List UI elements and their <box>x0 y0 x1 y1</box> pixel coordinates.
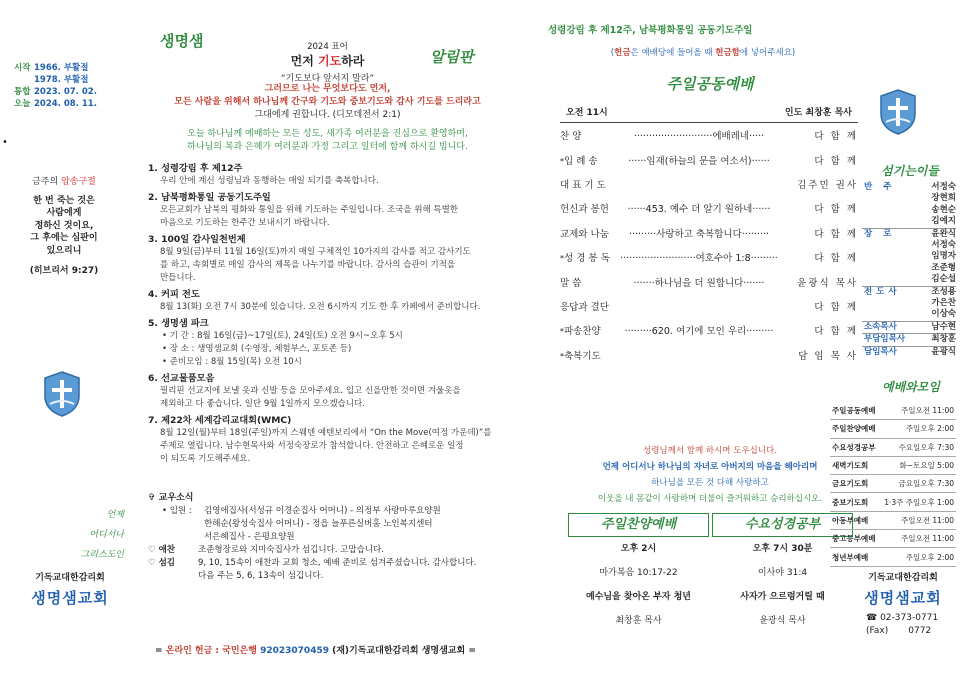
stand-mark: * <box>560 327 564 337</box>
verse-line: 사람에게 <box>46 208 82 218</box>
news-body: 우리 안에 계신 성령님과 동행하는 매일 되기를 축복합니다. <box>160 176 379 186</box>
server-role <box>862 263 912 274</box>
hospital-entry: 서은혜집사 - 은평요양원 <box>204 532 295 542</box>
news-heading: 2. 남북평화통일 공동기도주일 <box>148 192 271 203</box>
worship-part <box>560 275 618 289</box>
news-item <box>148 317 520 369</box>
motto-subtitle: “기도보다 앞서지 말라” <box>280 74 375 84</box>
news-item <box>148 288 520 314</box>
worship-row <box>560 269 858 293</box>
news-heading: 1. 성령강림 후 제12주 <box>148 163 243 174</box>
intro-line: 모든 사람을 위해서 하나님께 간구와 기도와 중보기도와 감사 기도를 드리라고 <box>174 97 481 107</box>
worship-part-label: 헌신과 봉헌 <box>560 204 609 216</box>
meeting-name: 금요기도회 <box>832 479 869 489</box>
server-name: 송현순 <box>931 204 956 215</box>
praise-scripture: 마가복음 10:17-22 <box>599 568 678 578</box>
worship-row <box>560 196 858 220</box>
server-row <box>862 263 956 274</box>
calligraphy <box>60 505 124 565</box>
news-body: 8월 12일(월)부터 18일(주일)까지 스웨덴 예텐보리에서 “On the Move(여정 가운데)”를 <box>160 428 492 438</box>
worship-part <box>560 250 618 264</box>
online-offering: = 온라인 헌금 : 국민은행 92023070459 (재)기독교대한감리회 생명샘교회 = <box>155 646 476 656</box>
worship-part-label: 교제와 나눔 <box>560 228 609 240</box>
server-role: 장 로 <box>864 228 896 239</box>
server-row <box>862 240 956 251</box>
news-body: 주제로 열립니다. 남수현목사와 서정숙장로가 참석합니다. 안전하고 은혜로운 일정 <box>160 441 464 451</box>
server-row <box>862 205 956 216</box>
history-date: 1978. 부활절 <box>34 75 89 85</box>
news-item <box>148 233 520 285</box>
hospital-entry: 한해순(왕성숙집사 어머니) - 정읍 늘푸른실버홈 노인복지센터 <box>204 519 433 529</box>
meetings-list <box>830 402 956 567</box>
history-row <box>14 86 114 98</box>
server-role: 담임목사 <box>864 346 897 357</box>
meetings-title: 예배와모임 <box>882 380 940 394</box>
wednesday-topic: 사자가 으르렁거릴 때 <box>740 592 825 602</box>
member-news-title: ✞ 교우소식 <box>148 493 194 503</box>
servers-list <box>862 182 956 358</box>
history-row <box>14 62 114 74</box>
worship-person: 다 함 께 <box>814 301 858 313</box>
motto-title: 먼저 기도하라 <box>290 54 365 68</box>
church-name: 생명샘교회 <box>864 589 942 607</box>
meeting-time: 주일오전 11:00 <box>901 534 954 544</box>
worship-title: 주일공동예배 <box>666 75 754 93</box>
benediction-line: 이웃을 내 몸같이 사랑하며 더불어 즐거워하고 승리하십시오. <box>597 494 823 504</box>
worship-part <box>560 153 618 167</box>
meeting-time: 금요일오후 7:30 <box>898 479 954 489</box>
benediction-line: 하나님을 모든 것 다해 사랑하고 <box>651 478 769 488</box>
meeting-time: 주일오후 2:00 <box>905 552 954 562</box>
servers-title: 섬기는이들 <box>881 164 939 178</box>
calligraphy-line: 그리스도인 <box>80 550 124 560</box>
member-news <box>148 492 520 583</box>
news-item <box>148 372 520 411</box>
worship-content: ·······하나님을 더 원합니다······· <box>633 277 765 289</box>
serve-line: 다음 주는 5, 6, 13속이 섬깁니다. <box>198 571 324 581</box>
bullet-mark: • <box>2 137 8 148</box>
worship-person: 담 임 목 사 <box>798 350 858 362</box>
benediction <box>560 443 860 507</box>
intro-line: 그대에게 권합니다. (디모데전서 2:1) <box>254 110 401 120</box>
account-number: 92023070459 <box>260 646 329 656</box>
hospital-list <box>204 505 441 544</box>
affiliation: 기독교대한감리회 <box>35 573 105 583</box>
meeting-row <box>830 457 956 475</box>
hospital-entry: 김영애집사(서성규 이경순집사 어머니) - 의정부 사랑마루요양원 <box>204 506 441 516</box>
meeting-row <box>830 402 956 420</box>
motto-year: 2024 표어 <box>307 42 348 52</box>
praise-topic: 예수님을 찾아온 부자 청년 <box>585 592 692 602</box>
fellowship-text: 조준형장로와 지미숙집사가 섬깁니다. 고맙습니다. <box>198 545 384 555</box>
server-role: 부담임목사 <box>864 334 906 345</box>
server-row <box>862 346 956 358</box>
news-heading: 3. 100일 감사일천번제 <box>148 234 246 245</box>
news-list <box>148 162 520 469</box>
server-name: 윤광식 <box>931 346 956 357</box>
server-row <box>862 216 956 227</box>
history-label: 시작 <box>14 63 31 73</box>
worship-part <box>560 177 618 191</box>
benediction-line: 성령님께서 함께 하시며 도우십니다. <box>643 446 777 456</box>
history-date: 2023. 07. 02. <box>34 87 97 97</box>
intro-line: 그러므로 나는 무엇보다도 먼저, <box>264 84 391 94</box>
server-name: 최창훈 <box>931 334 956 345</box>
fax-number: (Fax) 0772 <box>866 626 932 636</box>
server-name: 남수현 <box>931 321 956 332</box>
meeting-row <box>830 548 956 566</box>
news-body: 이 되도록 기도해주세요. <box>160 454 251 464</box>
meeting-row <box>830 512 956 530</box>
worship-part <box>560 226 618 240</box>
meeting-row <box>830 420 956 438</box>
wednesday-scripture: 이사야 31:4 <box>757 568 808 578</box>
worship-row <box>560 172 858 196</box>
church-name-right <box>850 570 956 608</box>
server-row <box>862 274 956 285</box>
worship-part-label: 말 씀 <box>560 277 582 289</box>
worship-content: ·········620. 여기에 모인 우리········· <box>624 326 774 338</box>
meeting-name: 주일공동예배 <box>832 406 876 416</box>
server-name: 이상숙 <box>931 309 956 320</box>
server-role <box>862 205 912 216</box>
server-role <box>862 240 912 251</box>
meeting-name: 새벽기도회 <box>832 461 869 471</box>
serve-label: ♡ 섬김 <box>148 558 176 568</box>
welcome-line: 오늘 하나님께 예배하는 모든 성도, 새가족 여러분을 진심으로 환영하며, <box>187 129 468 139</box>
meeting-time: 주일오후 2:00 <box>905 424 954 434</box>
news-heading: 5. 생명샘 파크 <box>148 318 209 329</box>
verse-text <box>16 195 112 258</box>
meeting-time: 주일오전 11:00 <box>901 406 954 416</box>
worship-part-label: 응답과 결단 <box>560 301 609 313</box>
meeting-time: 수요일오후 7:30 <box>898 442 954 452</box>
server-name: 장현희 <box>931 193 956 204</box>
worship-person: 다 함 께 <box>814 326 858 338</box>
worship-person: 윤광식 목사 <box>797 277 858 289</box>
worship-part-label: 찬 양 <box>560 131 582 143</box>
worship-content: ·························여호수아 1:8········· <box>620 253 778 265</box>
praise-preacher: 최창훈 목사 <box>615 616 662 626</box>
news-item <box>148 191 520 230</box>
church-name-left <box>20 570 120 608</box>
verse-line: 정하신 것이요, <box>34 220 94 231</box>
benediction-line: 언제 어디서나 하나님의 자녀로 아버지의 마음을 헤아리며 <box>602 462 818 472</box>
stand-mark: * <box>560 156 564 166</box>
history-date: 1966. 부활절 <box>34 63 89 73</box>
news-bullet: • 장 소 : 생명샘교회 (수영장, 체험부스, 포토존 등) <box>162 344 352 354</box>
affiliation: 기독교대한감리회 <box>868 573 938 583</box>
history-row <box>14 98 114 110</box>
news-bullet: • 기 간 : 8월 16일(금)~17일(토), 24일(토) 오전 9시~오후 5시 <box>162 331 403 341</box>
news-body: 제외하고 다 좋습니다. 일단 9월 1일까지 모으겠습니다. <box>160 399 365 409</box>
server-name: 서정숙 <box>931 182 956 192</box>
calligraphy-line: 언제 <box>106 510 124 520</box>
worship-part <box>560 299 618 313</box>
server-row <box>862 333 956 345</box>
worship-content: ·········사랑하고 축복합니다········· <box>629 228 769 240</box>
meeting-time: 1·3주 주일오후 1:00 <box>884 497 954 507</box>
announcement-mark: 알림판 <box>430 48 474 66</box>
server-role <box>862 274 912 285</box>
news-body: 만듭니다. <box>160 273 196 283</box>
praise-title: 주일찬양예배 <box>568 513 709 537</box>
meeting-name: 청년부예배 <box>832 552 869 562</box>
worship-row <box>560 147 858 171</box>
worship-person: 다 함 께 <box>814 155 858 167</box>
server-name: 김순섭 <box>931 274 956 285</box>
stand-mark: * <box>560 254 564 264</box>
worship-content: ······임재(하늘의 문을 여소서)······ <box>628 155 770 167</box>
meeting-name: 중고등부예배 <box>832 534 876 544</box>
meeting-name: 중보기도회 <box>832 497 869 507</box>
server-role <box>862 251 912 262</box>
order-of-worship <box>560 105 858 367</box>
news-body: 8월 13(화) 오전 7시 30분에 있습니다. 오전 6시까지 기도 한 후 카페에서 준비합니다. <box>160 302 481 312</box>
server-role <box>862 193 912 204</box>
worship-person: 다 함 께 <box>814 131 858 143</box>
fellowship-label: ♡ 애찬 <box>148 545 176 555</box>
church-logo-icon <box>878 88 918 136</box>
meeting-row <box>830 493 956 511</box>
news-body: 8월 9일(금)부터 11월 16일(토)까지 매일 구체적인 10가지의 감사를 적고 감사기도 <box>160 247 471 257</box>
history-row <box>14 74 114 86</box>
worship-part-label: 축복기도 <box>564 350 601 362</box>
server-name: 김예지 <box>931 216 956 227</box>
year-motto <box>140 40 515 84</box>
phone-number: ☎ 02-373-0771 <box>866 613 939 623</box>
server-row <box>862 228 956 240</box>
server-role: 소속목사 <box>864 321 897 332</box>
offering-note: (헌금은 예배당에 들어올 때 헌금함에 넣어주세요) <box>610 48 796 58</box>
contact-info <box>866 612 956 638</box>
worship-part-label: 입 례 송 <box>564 155 598 167</box>
worship-header <box>560 105 858 123</box>
worship-row <box>560 123 858 147</box>
history-label: 오늘 <box>14 99 31 109</box>
church-logo-icon <box>42 370 82 418</box>
meeting-row <box>830 475 956 493</box>
hospital-label: • 입원 : <box>162 506 192 516</box>
verse-line: 있으리니 <box>46 245 82 256</box>
server-name: 조성용 <box>931 286 956 297</box>
verse-line: 한 번 죽는 것은 <box>33 195 95 206</box>
history-date: 2024. 08. 11. <box>34 99 97 109</box>
meeting-name: 주일찬양예배 <box>832 424 876 434</box>
news-body: 를 하고, 속회별로 매일 감사의 제목을 나누기를 바랍니다. 감사의 습관이 기적을 <box>160 260 456 270</box>
calligraphy-line: 어디서나 <box>89 530 124 540</box>
meeting-row <box>830 530 956 548</box>
worship-time: 오전 11시 <box>566 108 608 118</box>
server-role: 전도사 <box>864 286 901 297</box>
verse-line: 그 후에는 심판이 <box>30 233 98 243</box>
wednesday-preacher: 윤광식 목사 <box>759 616 806 626</box>
server-row <box>862 251 956 262</box>
server-row <box>862 286 956 298</box>
meeting-time: 주일오전 11:00 <box>901 515 954 525</box>
worship-content: ··························에배레네····· <box>633 131 765 143</box>
server-row <box>862 193 956 204</box>
news-bullet: • 준비모임 : 8월 15일(목) 오전 10시 <box>162 357 302 367</box>
church-name: 생명샘교회 <box>31 589 109 607</box>
worship-part <box>560 201 618 215</box>
worship-person: 다 함 께 <box>814 228 858 240</box>
bulletin-title: 생명샘 <box>160 32 204 50</box>
worship-part-label: 대 표 기 도 <box>560 179 606 191</box>
history-label: 통합 <box>14 87 31 97</box>
server-row <box>862 182 956 193</box>
serve-line: 9, 10, 15속이 애찬과 교회 청소, 예배 준비로 섬겨주셨습니다. 감사합니다. <box>198 558 477 568</box>
news-body: 모든교회가 남북의 평화와 통일을 위해 기도하는 주일입니다. 조국을 위해 특별한 <box>160 205 458 215</box>
server-row <box>862 309 956 320</box>
news-heading: 4. 커피 전도 <box>148 289 200 300</box>
worship-part <box>560 323 618 337</box>
worship-row <box>560 294 858 318</box>
worship-part-label: 파송찬양 <box>564 326 601 338</box>
meeting-name: 수요성경공부 <box>832 442 876 452</box>
worship-leader: 인도 최창훈 목사 <box>784 108 852 118</box>
worship-row <box>560 343 858 367</box>
server-name: 윤완식 <box>931 228 956 239</box>
worship-part <box>560 348 618 362</box>
worship-row <box>560 318 858 342</box>
news-item <box>148 162 520 188</box>
server-role: 반 주 <box>864 182 896 192</box>
wednesday-time: 오후 7시 30분 <box>752 544 813 554</box>
worship-row <box>560 245 858 269</box>
server-name: 가은찬 <box>931 298 956 309</box>
sunday-title: 성령강림 후 제12주, 남북평화통일 공동기도주일 <box>548 25 753 36</box>
news-heading: 6. 선교물품모음 <box>148 373 215 384</box>
news-body: 필리핀 선교지에 보낼 옷과 신발 등을 모아주세요. 입고 신을만한 것이면 겨울옷을 <box>160 386 461 396</box>
church-history <box>14 62 114 110</box>
stand-mark: * <box>560 351 564 361</box>
news-item <box>148 414 520 466</box>
verse-reference: (히브리서 9:27) <box>29 266 99 276</box>
server-name: 조준형 <box>931 262 956 273</box>
worship-content: ······453. 예수 더 알기 원하네······ <box>627 204 771 216</box>
intro-scripture <box>140 83 515 154</box>
worship-part <box>560 128 618 142</box>
praise-time: 오후 2시 <box>620 544 657 554</box>
server-name: 임명자 <box>931 251 956 262</box>
meeting-time: 화~토요일 5:00 <box>899 461 954 471</box>
server-row <box>862 298 956 309</box>
worship-row <box>560 221 858 245</box>
server-row <box>862 321 956 333</box>
serve-text <box>198 557 476 583</box>
worship-part-label: 성 경 봉 독 <box>564 253 610 265</box>
news-body: 마음으로 기도하는 한주간 보내시기 바랍니다. <box>160 218 330 228</box>
server-name: 서정숙 <box>931 240 956 251</box>
worship-person: 다 함 께 <box>814 253 858 265</box>
server-role <box>862 298 912 309</box>
praise-service <box>568 513 709 633</box>
welcome-line: 하나님의 복과 은혜가 여러분과 가정 그리고 일터에 함께 하시길 빕니다. <box>187 142 468 152</box>
news-heading: 7. 제22차 세계감리교대회(WMC) <box>148 415 292 426</box>
verse-title: 금주의 암송구절 <box>32 177 96 187</box>
server-role <box>862 309 912 320</box>
worship-person: 김주민 권사 <box>797 179 858 191</box>
worship-person: 다 함 께 <box>814 204 858 216</box>
meeting-row <box>830 439 956 457</box>
server-role <box>862 216 912 227</box>
meeting-name: 아동부예배 <box>832 515 869 525</box>
wednesday-title: 수요성경공부 <box>712 513 853 537</box>
memory-verse <box>16 176 112 278</box>
